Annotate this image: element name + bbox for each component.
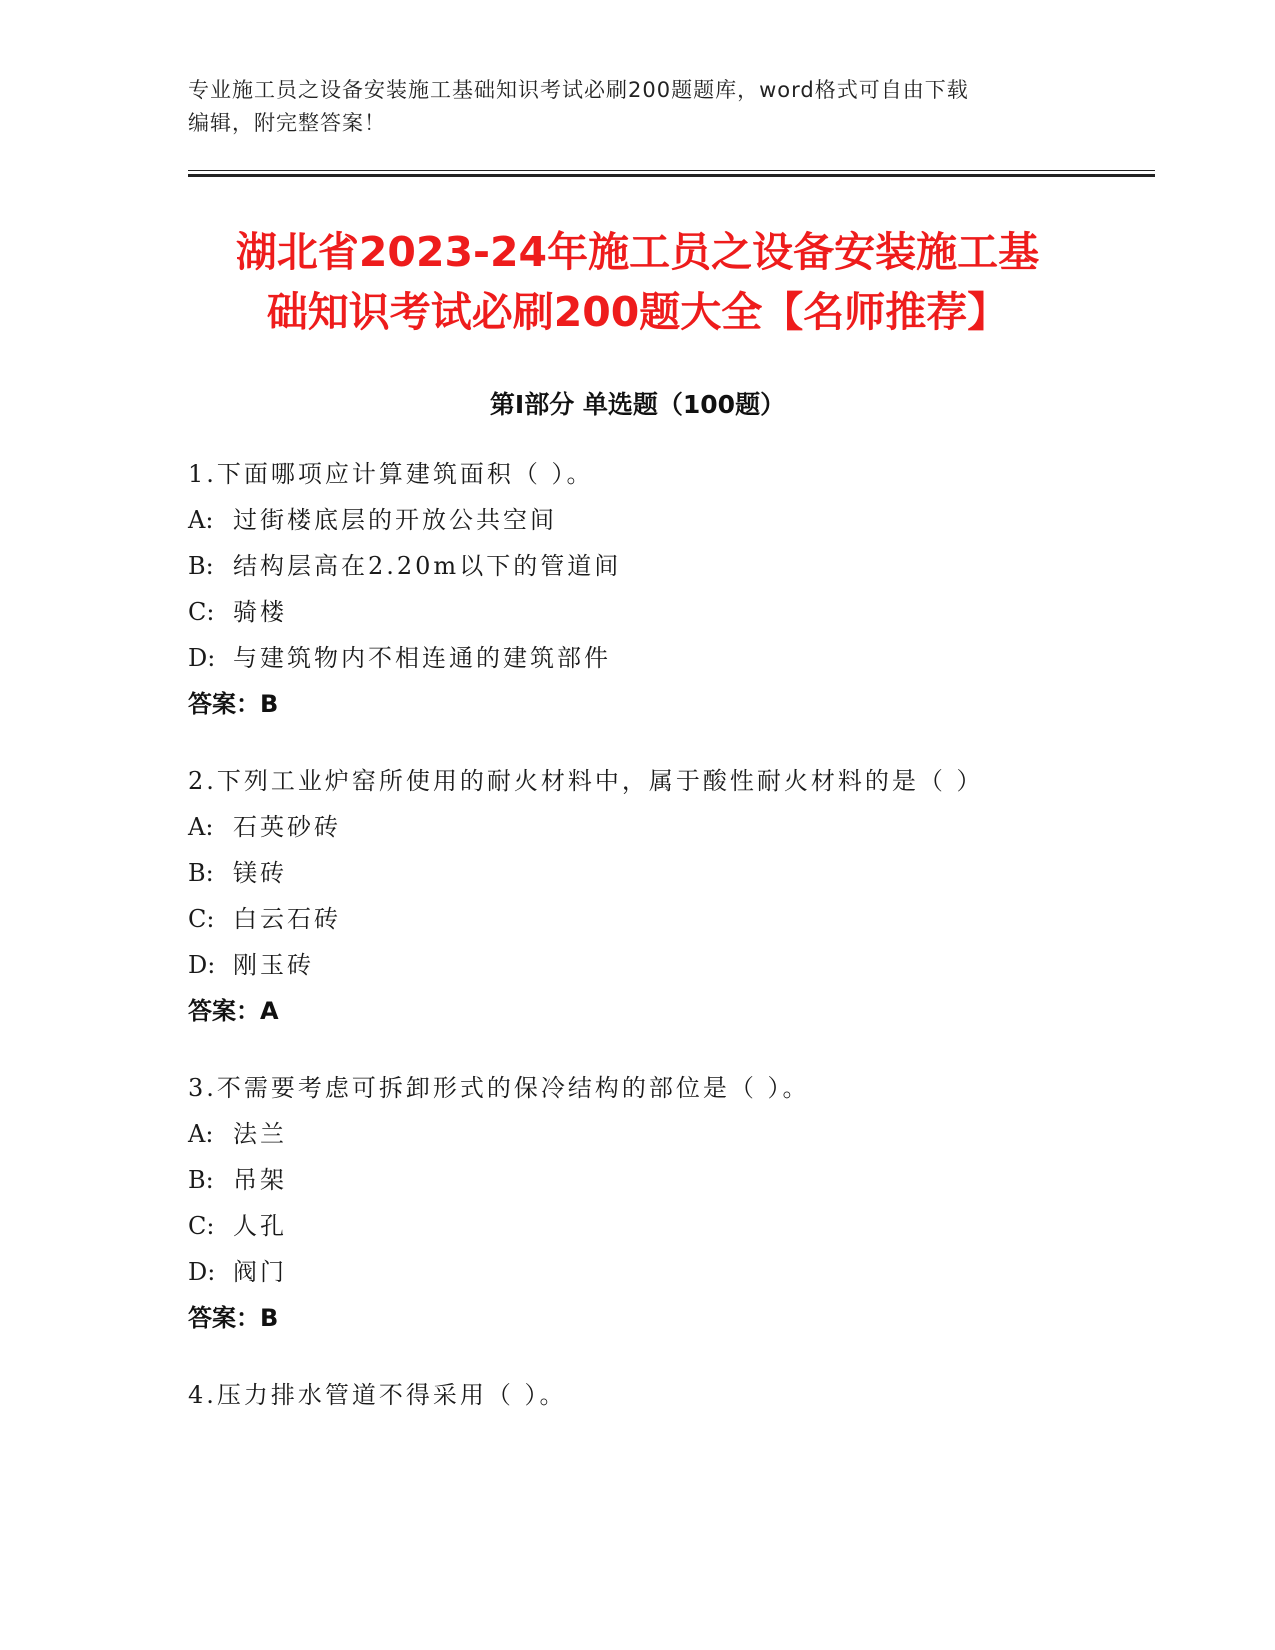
option-letter: B: <box>188 1166 214 1194</box>
option-text: 阀门 <box>233 1258 287 1286</box>
header-divider-thin <box>188 170 1155 171</box>
option-text: 法兰 <box>233 1120 287 1148</box>
header-note <box>188 74 1068 140</box>
option-letter: A: <box>188 813 214 841</box>
option-text: 骑楼 <box>233 598 287 626</box>
question-4 <box>188 1372 1148 1418</box>
option-text: 过街楼底层的开放公共空间 <box>233 506 557 534</box>
section-heading: 第Ⅰ部分 单选题（100题） <box>489 390 786 419</box>
option-d <box>188 635 1148 681</box>
option-text: 石英砂砖 <box>233 813 341 841</box>
option-c <box>188 896 1148 942</box>
question-stem: 3.不需要考虑可拆卸形式的保冷结构的部位是（ ）。 <box>188 1074 810 1102</box>
option-text: 人孔 <box>233 1212 287 1240</box>
option-letter: A: <box>188 506 214 534</box>
question-2 <box>188 758 1148 1034</box>
option-text: 吊架 <box>233 1166 287 1194</box>
option-a <box>188 1111 1148 1157</box>
header-note-line1: 专业施工员之设备安装施工基础知识考试必刷200题题库，word格式可自由下载 <box>188 78 969 102</box>
option-letter: C: <box>188 905 215 933</box>
header-divider-thick <box>188 174 1155 177</box>
document-title <box>150 222 1125 342</box>
question-1 <box>188 451 1148 727</box>
question-stem: 2.下列工业炉窑所使用的耐火材料中，属于酸性耐火材料的是（ ） <box>188 767 984 795</box>
option-letter: B: <box>188 552 214 580</box>
option-b <box>188 850 1148 896</box>
option-b <box>188 1157 1148 1203</box>
option-text: 镁砖 <box>233 859 287 887</box>
option-letter: B: <box>188 859 214 887</box>
option-c <box>188 1203 1148 1249</box>
question-stem: 4.压力排水管道不得采用（ ）。 <box>188 1381 567 1409</box>
option-letter: C: <box>188 598 215 626</box>
option-letter: D: <box>188 951 216 979</box>
option-text: 白云石砖 <box>233 905 341 933</box>
option-text: 结构层高在2.20m以下的管道间 <box>233 552 622 580</box>
option-d <box>188 1249 1148 1295</box>
option-b <box>188 543 1148 589</box>
answer-line: 答案：A <box>188 997 279 1025</box>
option-a <box>188 497 1148 543</box>
option-text: 刚玉砖 <box>233 951 314 979</box>
answer-line: 答案：B <box>188 1304 279 1332</box>
header-note-line2: 编辑，附完整答案！ <box>188 111 386 135</box>
document-title-line2: 础知识考试必刷200题大全【名师推荐】 <box>266 288 1009 336</box>
option-d <box>188 942 1148 988</box>
document-title-line1: 湖北省2023-24年施工员之设备安装施工基 <box>235 228 1040 276</box>
option-letter: A: <box>188 1120 214 1148</box>
question-stem: 1.下面哪项应计算建筑面积（ ）。 <box>188 460 594 488</box>
option-letter: D: <box>188 644 216 672</box>
option-c <box>188 589 1148 635</box>
option-letter: C: <box>188 1212 215 1240</box>
question-3 <box>188 1065 1148 1341</box>
option-letter: D: <box>188 1258 216 1286</box>
answer-line: 答案：B <box>188 690 279 718</box>
option-text: 与建筑物内不相连通的建筑部件 <box>233 644 611 672</box>
option-a <box>188 804 1148 850</box>
